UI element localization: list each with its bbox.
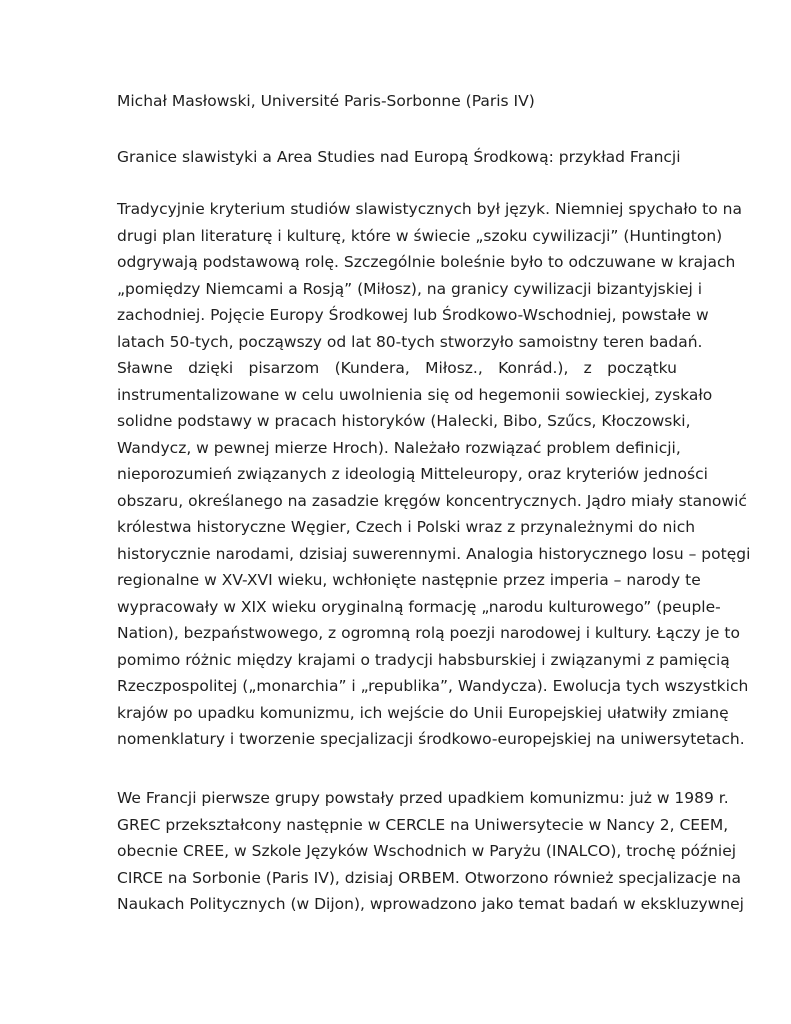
paragraph-line: wypracowały w XIX wieku oryginalną formację „narodu kulturowego” (peuple- [117,597,721,616]
paragraph-line: Wandycz, w pewnej mierze Hroch). Należało rozwiązać problem definicji, [117,438,681,457]
paragraph-1 [117,196,751,753]
paragraph-line: GREC przekształcony następnie w CERCLE na Uniwersytecie w Nancy 2, CEEM, [117,815,729,834]
paragraph-line: regionalne w XV-XVI wieku, wchłonięte następnie przez imperia – narody te [117,571,701,589]
paragraph-line: obecnie CREE, w Szkole Języków Wschodnich w Paryżu (INALCO), trochę później [117,842,737,860]
author-line: Michał Masłowski, Université Paris-Sorbonne (Paris IV) [117,92,535,110]
paragraph-line: solidne podstawy w pracach historyków (Halecki, Bibo, Szűcs, Kłoczowski, [117,412,691,430]
paragraph-line: krajów po upadku komunizmu, ich wejście do Unii Europejskiej ułatwiły zmianę [117,703,729,722]
paragraph-2 [117,785,744,918]
paragraph-line: królestwa historyczne Węgier, Czech i Polski wraz z przynależnymi do nich [117,518,696,536]
paragraph-line: zachodniej. Pojęcie Europy Środkowej lub Środkowo-Wschodniej, powstałe w [117,306,709,324]
paragraph-line: instrumentalizowane w celu uwolnienia się od hegemonii sowieckiej, zyskało [117,385,713,404]
paragraph-line: Nation), bezpaństwowego, z ogromną rolą poezji narodowej i kultury. Łączy je to [117,624,740,642]
paragraph-line: odgrywają podstawową rolę. Szczególnie boleśnie było to odczuwane w krajach [117,253,736,271]
paragraph-line: drugi plan literaturę i kulturę, które w świecie „szoku cywilizacji” (Huntington) [117,226,723,245]
paragraph-line: Rzeczpospolitej („monarchia” i „republika”, Wandycza). Ewolucja tych wszystkich [117,677,749,695]
paragraph-line: obszaru, określanego na zasadzie kręgów koncentrycznych. Jądro miały stanowić [117,491,747,510]
paragraph-line: We Francji pierwsze grupy powstały przed upadkiem komunizmu: już w 1989 r. [117,789,729,807]
paragraph-line: „pomiędzy Niemcami a Rosją” (Miłosz), na granicy cywilizacji bizantyjskiej i [117,279,703,298]
paragraph-line: pomimo różnic między krajami o tradycji habsburskiej i związanymi z pamięcią [117,650,730,669]
paragraph-line: nieporozumień związanych z ideologią Mitteleuropy, oraz kryteriów jedności [117,465,708,483]
paragraph-line: latach 50-tych, począwszy od lat 80-tych stworzyło samoistny teren badań. [117,332,703,351]
paragraph-line: Sławne dzięki pisarzom (Kundera, Miłosz., Konrád.), z początku [117,359,677,377]
paragraph-line: nomenklatury i tworzenie specjalizacji środkowo-europejskiej na uniwersytetach. [117,730,745,748]
paragraph-line: historycznie narodami, dzisiaj suwerennymi. Analogia historycznego losu – potęgi [117,544,751,563]
paragraph-line: Tradycyjnie kryterium studiów slawistycznych był język. Niemniej spychało to na [117,200,742,218]
document-title: Granice slawistyki a Area Studies nad Europą Środkową: przykład Francji [117,148,681,166]
paragraph-line: CIRCE na Sorbonie (Paris IV), dzisiaj ORBEM. Otworzono również specjalizacje na [117,868,741,887]
paragraph-line: Naukach Politycznych (w Dijon), wprowadzono jako temat badań w ekskluzywnej [117,895,744,913]
